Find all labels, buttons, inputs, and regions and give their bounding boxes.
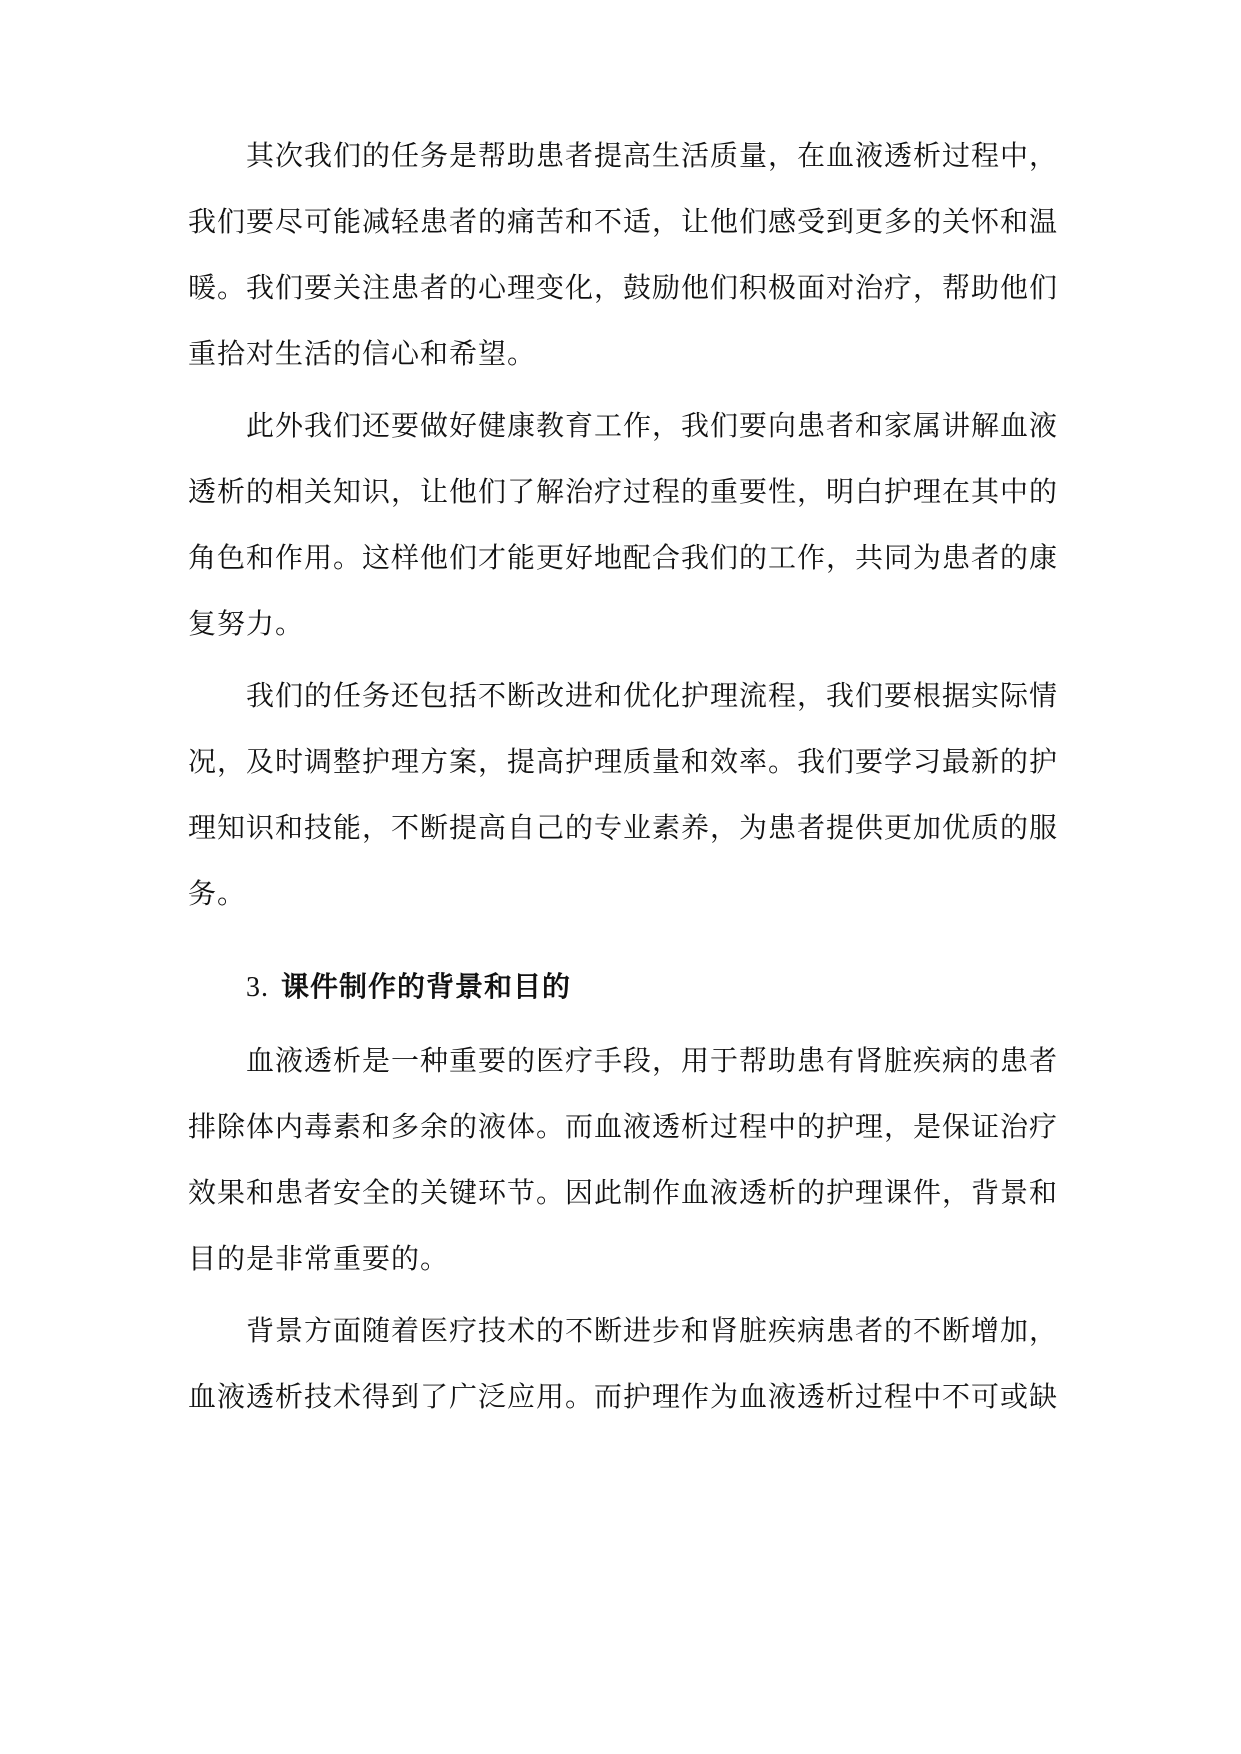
paragraph-3-line-1: 我们的任务还包括不断改进和优化护理流程，我们要根据实际情	[246, 679, 1059, 712]
paragraph-3-line-2: 况，及时调整护理方案，提高护理质量和效率。我们要学习最新的护	[188, 745, 1059, 778]
paragraph-1-line-2: 我们要尽可能减轻患者的痛苦和不适，让他们感受到更多的关怀和温	[188, 205, 1059, 238]
paragraph-5-line-2: 血液透析技术得到了广泛应用。而护理作为血液透析过程中不可或缺	[188, 1380, 1059, 1413]
paragraph-2-line-4: 复努力。	[188, 607, 305, 640]
paragraph-3-line-3: 理知识和技能，不断提高自己的专业素养，为患者提供更加优质的服	[188, 811, 1059, 844]
paragraph-2-line-3: 角色和作用。这样他们才能更好地配合我们的工作，共同为患者的康	[188, 541, 1059, 574]
section-number: 3.	[246, 972, 269, 1003]
paragraph-1-line-4: 重拾对生活的信心和希望。	[188, 337, 537, 370]
paragraph-2-line-2: 透析的相关知识，让他们了解治疗过程的重要性，明白护理在其中的	[188, 475, 1059, 508]
paragraph-2-line-1: 此外我们还要做好健康教育工作，我们要向患者和家属讲解血液	[246, 409, 1059, 442]
paragraph-1-line-3: 暖。我们要关注患者的心理变化，鼓励他们积极面对治疗，帮助他们	[188, 271, 1059, 304]
paragraph-4-line-2: 排除体内毒素和多余的液体。而血液透析过程中的护理，是保证治疗	[188, 1110, 1059, 1143]
section-title: 课件制作的背景和目的	[281, 970, 572, 1003]
paragraph-1-line-1: 其次我们的任务是帮助患者提高生活质量，在血液透析过程中，	[246, 139, 1059, 172]
section-heading	[246, 967, 571, 1007]
paragraph-4-line-4: 目的是非常重要的。	[188, 1242, 450, 1275]
paragraph-4-line-3: 效果和患者安全的关键环节。因此制作血液透析的护理课件，背景和	[188, 1176, 1059, 1209]
paragraph-3-line-4: 务。	[188, 877, 247, 910]
paragraph-5-line-1: 背景方面随着医疗技术的不断进步和肾脏疾病患者的不断增加，	[246, 1314, 1059, 1347]
paragraph-4-line-1: 血液透析是一种重要的医疗手段，用于帮助患有肾脏疾病的患者	[246, 1044, 1059, 1077]
